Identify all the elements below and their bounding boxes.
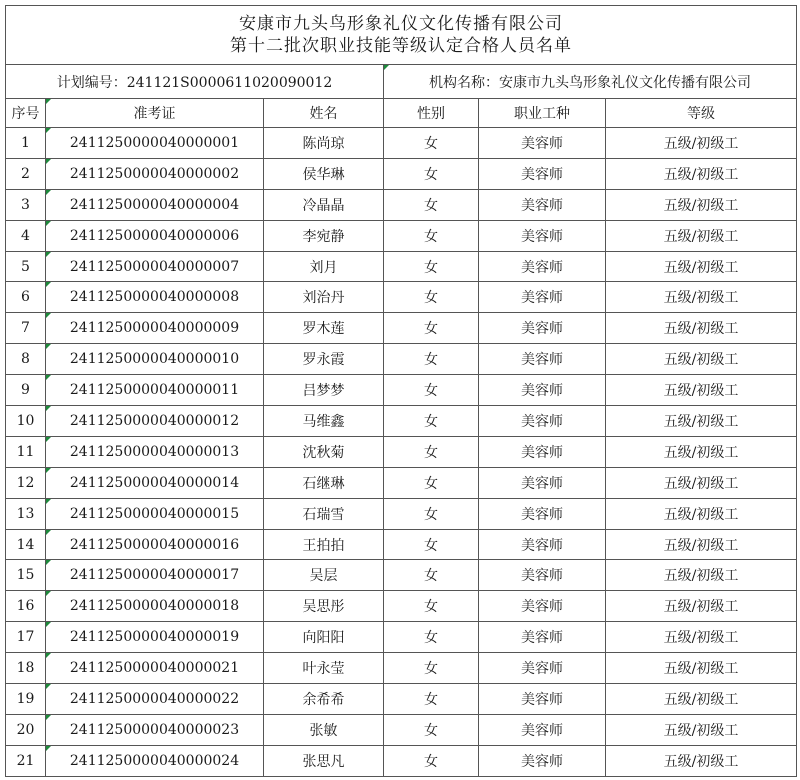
level: 五级/初级工	[606, 529, 797, 560]
table-row	[6, 313, 797, 344]
occupation: 美容师	[479, 714, 606, 745]
table-row	[6, 158, 797, 189]
table-row	[6, 560, 797, 591]
row-index: 5	[6, 251, 46, 282]
occupation: 美容师	[479, 313, 606, 344]
level: 五级/初级工	[606, 622, 797, 653]
table-row	[6, 684, 797, 715]
level: 五级/初级工	[606, 560, 797, 591]
row-index: 17	[6, 622, 46, 653]
table-row	[6, 591, 797, 622]
occupation: 美容师	[479, 745, 606, 776]
candidate-name: 冷晶晶	[264, 189, 384, 220]
ticket-number: 2411250000040000008	[46, 282, 264, 313]
candidate-name: 吕梦梦	[264, 375, 384, 406]
candidate-name: 张敏	[264, 714, 384, 745]
roster-sheet	[5, 5, 796, 777]
gender: 女	[384, 220, 479, 251]
ticket-number: 2411250000040000009	[46, 313, 264, 344]
ticket-number: 2411250000040000017	[46, 560, 264, 591]
row-index: 14	[6, 529, 46, 560]
gender: 女	[384, 158, 479, 189]
occupation: 美容师	[479, 436, 606, 467]
occupation: 美容师	[479, 684, 606, 715]
roster-table	[5, 5, 797, 777]
header-row	[6, 99, 797, 128]
row-index: 3	[6, 189, 46, 220]
row-index: 8	[6, 344, 46, 375]
col-header-gender: 性别	[384, 99, 479, 128]
ticket-number: 2411250000040000011	[46, 375, 264, 406]
table-row	[6, 406, 797, 437]
gender: 女	[384, 406, 479, 437]
gender: 女	[384, 560, 479, 591]
row-index: 2	[6, 158, 46, 189]
table-row	[6, 128, 797, 159]
candidate-name: 向阳阳	[264, 622, 384, 653]
document-title	[6, 6, 797, 65]
occupation: 美容师	[479, 220, 606, 251]
candidate-name: 罗永霞	[264, 344, 384, 375]
ticket-number: 2411250000040000001	[46, 128, 264, 159]
ticket-number: 2411250000040000002	[46, 158, 264, 189]
level: 五级/初级工	[606, 282, 797, 313]
gender: 女	[384, 313, 479, 344]
occupation: 美容师	[479, 251, 606, 282]
table-row	[6, 436, 797, 467]
row-index: 10	[6, 406, 46, 437]
level: 五级/初级工	[606, 714, 797, 745]
table-row	[6, 467, 797, 498]
ticket-number: 2411250000040000015	[46, 498, 264, 529]
candidate-name: 沈秋菊	[264, 436, 384, 467]
table-row	[6, 529, 797, 560]
candidate-name: 石瑞雪	[264, 498, 384, 529]
row-index: 9	[6, 375, 46, 406]
gender: 女	[384, 684, 479, 715]
occupation: 美容师	[479, 467, 606, 498]
candidate-name: 刘治丹	[264, 282, 384, 313]
candidate-name: 李宛静	[264, 220, 384, 251]
title-company: 安康市九头鸟形象礼仪文化传播有限公司	[239, 14, 564, 34]
ticket-number: 2411250000040000018	[46, 591, 264, 622]
ticket-number: 2411250000040000024	[46, 745, 264, 776]
occupation: 美容师	[479, 282, 606, 313]
row-index: 19	[6, 684, 46, 715]
gender: 女	[384, 714, 479, 745]
col-header-ticket: 准考证	[46, 99, 264, 128]
ticket-number: 2411250000040000023	[46, 714, 264, 745]
occupation: 美容师	[479, 498, 606, 529]
occupation: 美容师	[479, 344, 606, 375]
level: 五级/初级工	[606, 467, 797, 498]
table-row	[6, 282, 797, 313]
table-row	[6, 220, 797, 251]
ticket-number: 2411250000040000004	[46, 189, 264, 220]
level: 五级/初级工	[606, 591, 797, 622]
row-index: 15	[6, 560, 46, 591]
candidate-name: 王拍拍	[264, 529, 384, 560]
row-index: 7	[6, 313, 46, 344]
occupation: 美容师	[479, 591, 606, 622]
table-row	[6, 622, 797, 653]
table-row	[6, 653, 797, 684]
gender: 女	[384, 467, 479, 498]
table-row	[6, 344, 797, 375]
plan-number: 计划编号：241121S0000611020090012	[6, 65, 384, 99]
row-index: 18	[6, 653, 46, 684]
candidate-name: 侯华琳	[264, 158, 384, 189]
occupation: 美容师	[479, 375, 606, 406]
level: 五级/初级工	[606, 189, 797, 220]
candidate-name: 叶永莹	[264, 653, 384, 684]
level: 五级/初级工	[606, 436, 797, 467]
candidate-name: 陈尚琼	[264, 128, 384, 159]
occupation: 美容师	[479, 158, 606, 189]
gender: 女	[384, 375, 479, 406]
table-row	[6, 189, 797, 220]
gender: 女	[384, 622, 479, 653]
table-row	[6, 251, 797, 282]
gender: 女	[384, 591, 479, 622]
level: 五级/初级工	[606, 406, 797, 437]
ticket-number: 2411250000040000022	[46, 684, 264, 715]
occupation: 美容师	[479, 653, 606, 684]
ticket-number: 2411250000040000013	[46, 436, 264, 467]
organization-name: 机构名称：安康市九头鸟形象礼仪文化传播有限公司	[384, 65, 797, 99]
level: 五级/初级工	[606, 251, 797, 282]
row-index: 16	[6, 591, 46, 622]
col-header-name: 姓名	[264, 99, 384, 128]
candidate-name: 罗木莲	[264, 313, 384, 344]
candidate-name: 吴层	[264, 560, 384, 591]
table-row	[6, 745, 797, 776]
col-header-occupation: 职业工种	[479, 99, 606, 128]
occupation: 美容师	[479, 529, 606, 560]
level: 五级/初级工	[606, 745, 797, 776]
table-row	[6, 375, 797, 406]
table-row	[6, 714, 797, 745]
gender: 女	[384, 498, 479, 529]
level: 五级/初级工	[606, 220, 797, 251]
row-index: 13	[6, 498, 46, 529]
ticket-number: 2411250000040000014	[46, 467, 264, 498]
ticket-number: 2411250000040000012	[46, 406, 264, 437]
level: 五级/初级工	[606, 158, 797, 189]
col-header-index: 序号	[6, 99, 46, 128]
title-list-name: 第十二批次职业技能等级认定合格人员名单	[230, 36, 573, 56]
row-index: 20	[6, 714, 46, 745]
table-row	[6, 498, 797, 529]
level: 五级/初级工	[606, 498, 797, 529]
gender: 女	[384, 344, 479, 375]
ticket-number: 2411250000040000016	[46, 529, 264, 560]
candidate-name: 余希希	[264, 684, 384, 715]
gender: 女	[384, 189, 479, 220]
occupation: 美容师	[479, 406, 606, 437]
level: 五级/初级工	[606, 344, 797, 375]
level: 五级/初级工	[606, 128, 797, 159]
occupation: 美容师	[479, 128, 606, 159]
gender: 女	[384, 745, 479, 776]
level: 五级/初级工	[606, 375, 797, 406]
gender: 女	[384, 128, 479, 159]
ticket-number: 2411250000040000006	[46, 220, 264, 251]
ticket-number: 2411250000040000019	[46, 622, 264, 653]
ticket-number: 2411250000040000010	[46, 344, 264, 375]
gender: 女	[384, 251, 479, 282]
candidate-name: 石继琳	[264, 467, 384, 498]
row-index: 4	[6, 220, 46, 251]
candidate-name: 马维鑫	[264, 406, 384, 437]
level: 五级/初级工	[606, 653, 797, 684]
ticket-number: 2411250000040000007	[46, 251, 264, 282]
gender: 女	[384, 282, 479, 313]
level: 五级/初级工	[606, 313, 797, 344]
candidate-name: 刘月	[264, 251, 384, 282]
gender: 女	[384, 436, 479, 467]
gender: 女	[384, 653, 479, 684]
row-index: 21	[6, 745, 46, 776]
col-header-level: 等级	[606, 99, 797, 128]
candidate-name: 吴思彤	[264, 591, 384, 622]
ticket-number: 2411250000040000021	[46, 653, 264, 684]
row-index: 1	[6, 128, 46, 159]
level: 五级/初级工	[606, 684, 797, 715]
candidate-name: 张思凡	[264, 745, 384, 776]
row-index: 11	[6, 436, 46, 467]
occupation: 美容师	[479, 560, 606, 591]
occupation: 美容师	[479, 189, 606, 220]
gender: 女	[384, 529, 479, 560]
row-index: 6	[6, 282, 46, 313]
row-index: 12	[6, 467, 46, 498]
occupation: 美容师	[479, 622, 606, 653]
